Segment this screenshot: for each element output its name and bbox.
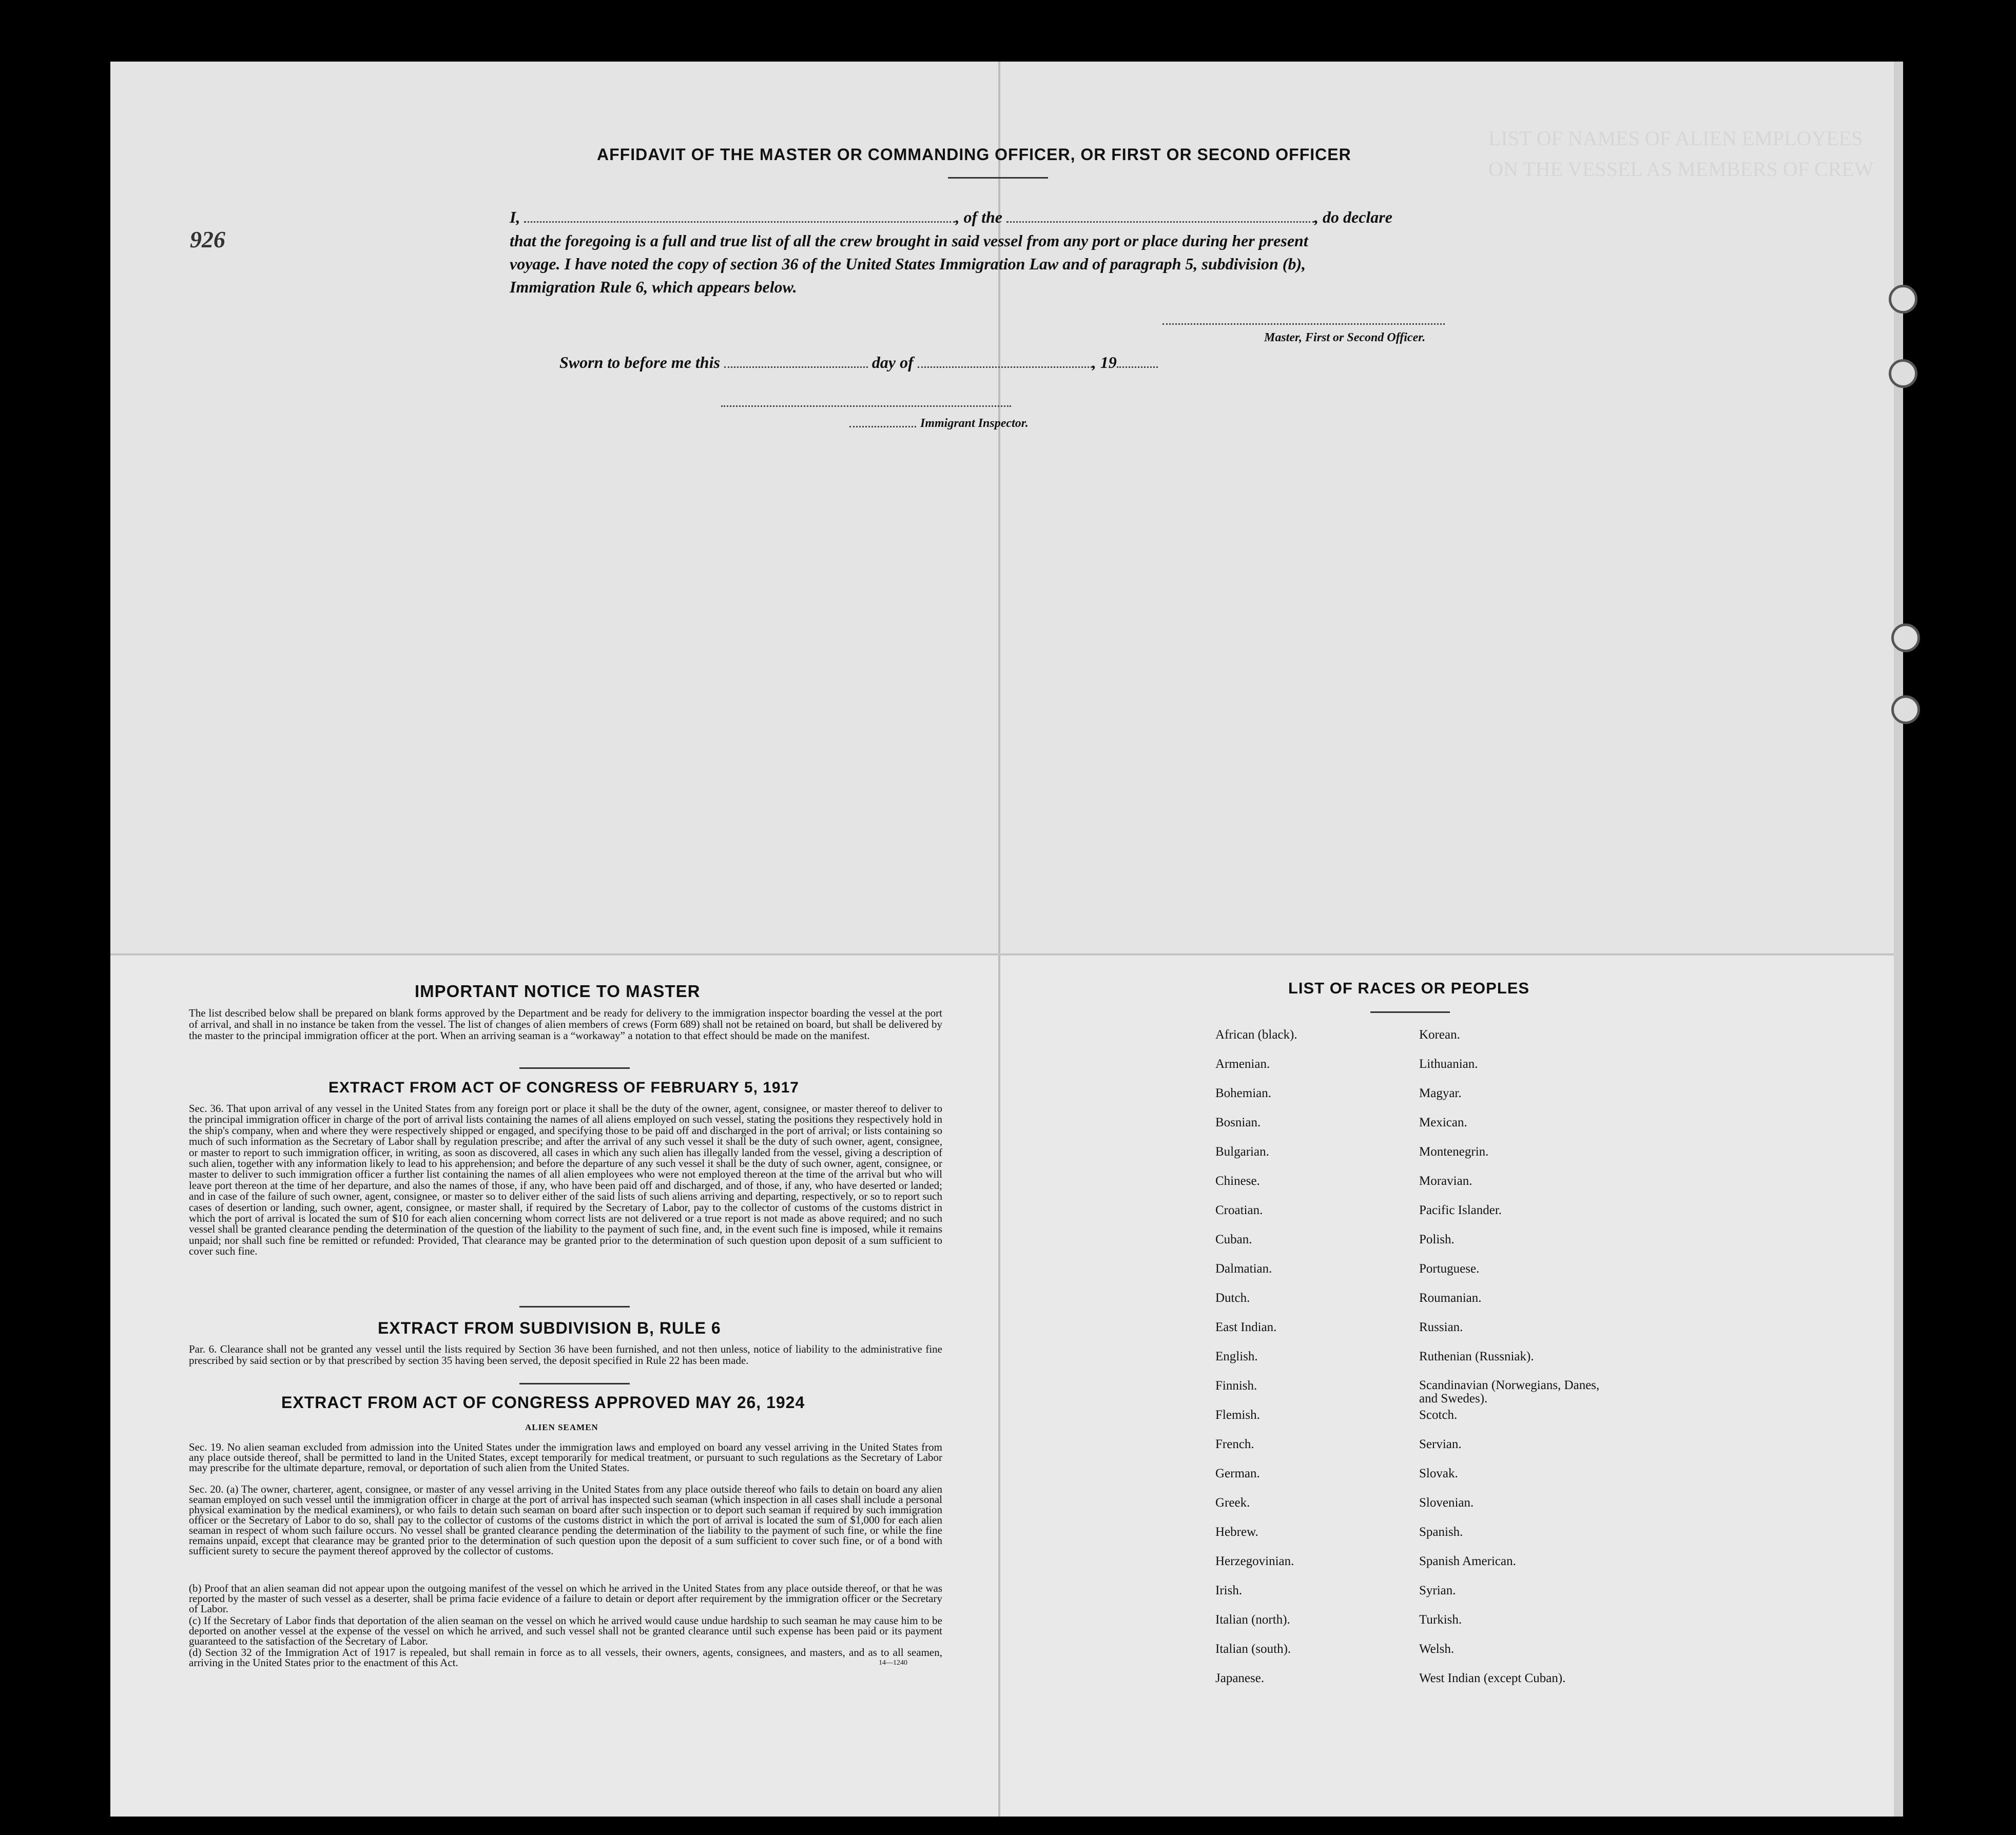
inspector-label: Immigrant Inspector. [920,417,1029,430]
race-item: Armenian. [1215,1057,1270,1071]
extract-1924-sec20b: (b) Proof that an alien seaman did not appear upon the outgoing manifest of the vessel on which he arrived in the United States from any place outside thereof, or that he was reported by the master of such vessel as a deserter, shall be prima facie evidence of a failure to detain or deport after requirement by the immigration officer or the Secretary of Labor. [189,1582,942,1615]
name-field[interactable] [524,221,955,223]
race-item: Bosnian. [1215,1116,1261,1129]
race-item: Magyar. [1419,1086,1462,1100]
race-item: East Indian. [1215,1320,1277,1334]
race-item: Croatian. [1215,1203,1263,1217]
affidavit-body-3: Immigration Rule 6, which appears below. [510,278,797,296]
race-item: Hebrew. [1215,1525,1258,1539]
race-item: Syrian. [1419,1584,1456,1597]
race-item: Welsh. [1419,1642,1455,1656]
race-item: Dalmatian. [1215,1262,1272,1276]
race-item: Cuban. [1215,1233,1252,1246]
extract-1924-sec20a: Sec. 20. (a) The owner, charterer, agent, consignee, or master of any vessel arriving in the United States from any place outside thereof who fails to detain on board any alien seaman employed on such vessel until the immigration officer in charge at the port of arrival has inspected such seaman (which inspection in all cases shall include a personal physical examination by the medical examiners), or who fails to detain such seaman on board after such inspection or to deport such seaman if required by such immigration officer or the Secretary of Labor to do so, shall pay to the collector of customs of the customs district in which the port of arrival is located the sum of $1,000 for each alien seaman in respect of whom such failure occurs. No vessel shall be granted clearance pending the determination of the liability to the payment of such fine, or while the fine remains unpaid, except that clearance may be granted prior to the determination of such question upon the deposit of a sum sufficient to cover such fine, or of a bond with sufficient surety to secure the payment thereof approved by the collector of customs. [189,1483,942,1557]
race-item: Mexican. [1419,1116,1467,1129]
extract-1924-sec20d: (d) Section 32 of the Immigration Act of 1917 is repealed, but shall remain in force as to all vessels, their owners, agents, consignees, and masters, and as to all seamen, arriving in the United States prior to the enactment of this Act. [189,1646,942,1669]
races-rule [1370,1011,1450,1013]
extract-1924-sec20c: (c) If the Secretary of Labor finds that deportation of the alien seaman on the vessel on which he arrived would cause undue hardship to such seaman he may cause him to be deported on another vessel at the expense of the vessel on which he arrived, and such vessel shall not be granted clearance until such expense has been paid or its payment guaranteed to the satisfaction of the Secretary of Labor. [189,1614,942,1647]
punch-hole [1891,695,1920,724]
extract-1924-title: EXTRACT FROM ACT OF CONGRESS APPROVED MAY 26, 1924 [281,1393,805,1412]
inspector-dots [849,426,916,427]
margin-mark: 926 [190,226,225,252]
race-item: Bulgarian. [1215,1145,1269,1159]
race-item: Scandinavian (Norwegians, Danes, and Swedes). [1419,1378,1600,1405]
race-item: Irish. [1215,1584,1243,1597]
title-rule [948,177,1048,179]
race-item: Moravian. [1419,1174,1472,1188]
year-label: , 19 [1092,353,1117,372]
sworn-line [559,353,1158,372]
race-item: Servian. [1419,1437,1462,1451]
race-item: Japanese. [1215,1671,1265,1685]
race-item: Portuguese. [1419,1262,1480,1276]
punch-hole [36,1324,72,1360]
signature-label: Master, First or Second Officer. [1264,331,1426,344]
sworn-month-field[interactable] [918,366,1092,368]
punch-hole [25,328,61,364]
race-item: German. [1215,1467,1260,1480]
race-item: Slovenian. [1419,1496,1474,1510]
do-declare-label: , do declare [1314,208,1392,226]
races-right-column [1419,1028,1614,1701]
rule6-title: EXTRACT FROM SUBDIVISION B, RULE 6 [378,1319,721,1337]
affidavit-body-1: that the foregoing is a full and true list of all the crew brought in said vessel from any port or place during her present [510,231,1308,250]
sworn-year-field[interactable] [1117,366,1158,368]
race-item: Pacific Islander. [1419,1203,1502,1217]
notice-title: IMPORTANT NOTICE TO MASTER [415,982,701,1001]
signature-line[interactable] [1162,323,1445,325]
bleed-through-text: LIST OF NAMES OF ALIEN EMPLOYEES ON THE VESSEL AS MEMBERS OF CREW [1488,127,1874,181]
race-item: Italian (north). [1215,1613,1290,1627]
vertical-fold [998,62,1000,1817]
section-rule [519,1306,630,1307]
punch-hole [1889,359,1917,388]
i-label: I, [510,208,520,226]
race-item: West Indian (except Cuban). [1419,1671,1566,1685]
extract-1917-title: EXTRACT FROM ACT OF CONGRESS OF FEBRUARY 5, 1917 [328,1079,799,1096]
sworn-day-field[interactable] [724,366,868,368]
race-item: Lithuanian. [1419,1057,1478,1071]
race-item: Montenegrin. [1419,1145,1489,1159]
race-item: Spanish. [1419,1525,1463,1539]
race-item: African (black). [1215,1028,1297,1042]
race-item: Roumanian. [1419,1291,1482,1305]
race-item: Slovak. [1419,1467,1458,1480]
extract-1917-text: Sec. 36. That upon arrival of any vessel in the United States from any foreign port or place it shall be the duty of the owner, agent, consignee, or master thereof to deliver to the principal immigration officer in charge of the port of arrival lists containing the names of all aliens employed on such vessel, stating the positions they respectively hold in the ship's company, when and where they were respectively shipped or engaged, and specifying those to be paid off and discharged in the port of arrival; or lists containing so much of such information as the Secretary of Labor shall by regulation prescribe; and after the arrival of any such vessel it shall be the duty of such owner, agent, consignee, or master to report to such immigration officer, in writing, as soon as discovered, all cases in which any such alien has illegally landed from the vessel, giving a description of such alien, together with any information likely to lead to his apprehension; and before the departure of any such vessel it shall be the duty of such owner, agent, consignee, or master to deliver to such immigration officer a further list containing the names of all alien employees who were not employed thereon at the time of the arrival but who will leave port thereon at the time of her departure, and also the names of those, if any, who have been paid off and discharged, and of those, if any, who have deserted or landed; and in case of the failure of such owner, agent, consignee, or master so to deliver either of the said lists of such aliens arriving and departing, respectively, or so to report such cases of desertion or landing, such owner, agent, consignee, or master shall, if required by the Secretary of Labor, pay to the collector of customs of the customs district in which the port of arrival is located the sum of $10 for each alien concerning whom correct lists are not delivered or a true report is not made as above required; and no such vessel shall be granted clearance pending the determination of the question of the liability to the payment of such fine, and, in the event such fine is imposed, while it remains unpaid; nor shall such fine be remitted or refunded: Provided, That clearance may be granted prior to the determination of such question upon deposit of a sum sufficient to cover such fine. [189,1102,942,1258]
affidavit-body-2: voyage. I have noted the copy of section 36 of the United States Immigration Law and of paragraph 5, subdivision (b), [510,255,1306,273]
punch-hole [36,672,72,708]
punch-hole [1891,623,1920,652]
race-item: Bohemian. [1215,1086,1272,1100]
horizontal-fold [110,953,1902,955]
races-left-column [1215,1028,1297,1701]
race-item: Herzegovinian. [1215,1554,1294,1568]
race-item: Chinese. [1215,1174,1260,1188]
notice-text: The list described below shall be prepared on blank forms approved by the Department and be ready for delivery to the immigration inspector boarding the vessel at the port of arrival, and shall in no instance be taken from the vessel. The list of changes of alien members of crews (Form 689) shall not be retained on board, but shall be delivered by the master to the principal immigration officer at the port. When an arriving seaman is a “workaway” a notation to that effect should be made on the manifest. [189,1007,942,1042]
punch-hole [36,1242,72,1278]
of-the-label: , of the [955,208,1002,226]
right-page-edge [1894,62,1903,1817]
race-item: Russian. [1419,1320,1463,1334]
races-title: LIST OF RACES OR PEOPLES [1288,979,1530,997]
affidavit-title: AFFIDAVIT OF THE MASTER OR COMMANDING OFFICER, OR FIRST OR SECOND OFFICER [597,145,1351,164]
sworn-label: Sworn to before me this [559,353,720,372]
race-item: French. [1215,1437,1254,1451]
day-of-label: day of [871,353,914,372]
race-item: Greek. [1215,1496,1250,1510]
alien-seamen-subtitle: ALIEN SEAMEN [525,1422,598,1432]
race-item: Korean. [1419,1028,1460,1042]
race-item: Turkish. [1419,1613,1462,1627]
race-item: Finnish. [1215,1379,1257,1393]
race-item: Spanish American. [1419,1554,1516,1568]
race-item: English. [1215,1350,1258,1363]
race-item: Polish. [1419,1233,1455,1246]
section-rule [519,1383,630,1384]
declaration-line [510,208,1392,227]
rule6-text: Par. 6. Clearance shall not be granted any vessel until the lists required by Section 36 have been furnished, and not then unless, notice of liability to the administrative fine prescribed by said section or by that prescribed by section 35 having been served, the deposit specified in Rule 22 has been made. [189,1343,942,1367]
race-item: Flemish. [1215,1408,1260,1422]
race-item: Italian (south). [1215,1642,1291,1656]
race-item: Scotch. [1419,1408,1458,1422]
section-rule [519,1067,630,1069]
punch-hole [25,245,61,281]
inspector-signature-line[interactable] [721,405,1011,407]
race-item: Dutch. [1215,1291,1250,1305]
vessel-field[interactable] [1006,221,1314,223]
punch-hole [36,590,72,626]
race-item: Ruthenian (Russniak). [1419,1350,1534,1363]
extract-1924-sec19: Sec. 19. No alien seaman excluded from admission into the United States under the immigration laws and employed on board any vessel arriving in the United States from any place outside thereof, shall be permitted to land in the United States, except temporarily for medical treatment, or pursuant to such regulations as the Secretary of Labor may prescribe for the ultimate departure, removal, or deportation of such alien from the United States. [189,1441,942,1474]
form-number: 14—1240 [879,1659,907,1667]
punch-hole [1889,285,1917,314]
